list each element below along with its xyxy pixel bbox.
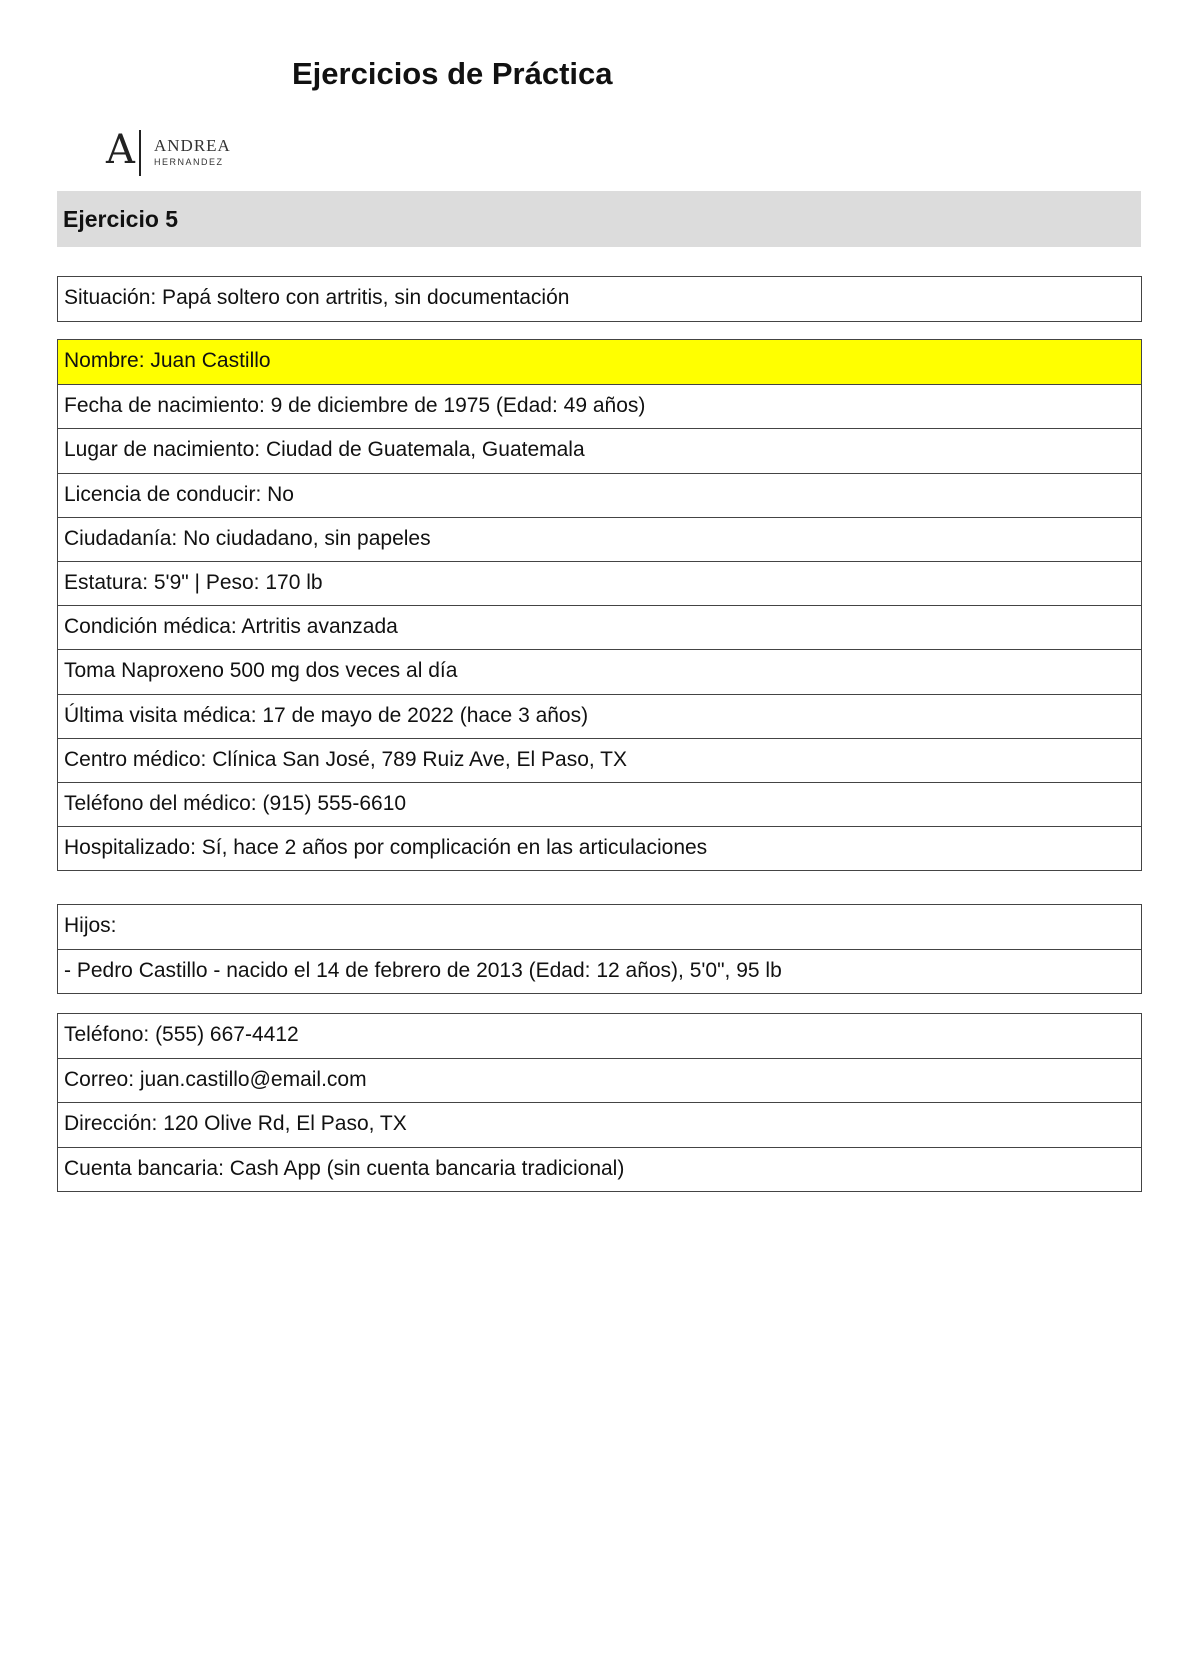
contact-row-phone: Teléfono: (555) 667-4412 xyxy=(64,1023,299,1046)
profile-row: Fecha de nacimiento: 9 de diciembre de 1975 (Edad: 49 años) xyxy=(58,384,1141,428)
logo-mark: A xyxy=(106,127,135,173)
profile-row: Lugar de nacimiento: Ciudad de Guatemala, Guatemala xyxy=(58,428,1141,472)
profile-row-name: Nombre: Juan Castillo xyxy=(58,340,1141,384)
child-row: - Pedro Castillo - nacido el 14 de febrero de 2013 (Edad: 12 años), 5'0", 95 lb xyxy=(58,949,1141,993)
children-table xyxy=(57,904,1142,994)
profile-row: Toma Naproxeno 500 mg dos veces al día xyxy=(58,649,1141,693)
logo-name-last: HERNANDEZ xyxy=(154,157,224,167)
contact-table xyxy=(57,1013,1142,1192)
exercise-title: Ejercicio 5 xyxy=(63,206,179,232)
profile-row: Licencia de conducir: No xyxy=(58,473,1141,517)
situation-row: Situación: Papá soltero con artritis, sin documentación xyxy=(64,286,570,309)
logo-name-first: ANDREA xyxy=(154,136,231,155)
logo-divider xyxy=(139,130,141,176)
exercise-header xyxy=(57,191,1141,247)
profile-row: Estatura: 5'9" | Peso: 170 lb xyxy=(58,561,1141,605)
andrea-hernandez-logo xyxy=(106,128,236,178)
profile-row: Última visita médica: 17 de mayo de 2022 (hace 3 años) xyxy=(58,694,1141,738)
contact-row-address: Dirección: 120 Olive Rd, El Paso, TX xyxy=(58,1102,1141,1146)
profile-row: Condición médica: Artritis avanzada xyxy=(58,605,1141,649)
profile-table xyxy=(57,339,1142,871)
children-header: Hijos: xyxy=(64,914,117,937)
profile-row: Centro médico: Clínica San José, 789 Ruiz Ave, El Paso, TX xyxy=(58,738,1141,782)
contact-row-email: Correo: juan.castillo@email.com xyxy=(58,1058,1141,1102)
situation-table xyxy=(57,276,1142,322)
contact-row-bank: Cuenta bancaria: Cash App (sin cuenta bancaria tradicional) xyxy=(58,1147,1141,1191)
profile-row: Ciudadanía: No ciudadano, sin papeles xyxy=(58,517,1141,561)
page-title: Ejercicios de Práctica xyxy=(292,56,613,91)
profile-row: Hospitalizado: Sí, hace 2 años por complicación en las articulaciones xyxy=(58,826,1141,870)
profile-row: Teléfono del médico: (915) 555-6610 xyxy=(58,782,1141,826)
